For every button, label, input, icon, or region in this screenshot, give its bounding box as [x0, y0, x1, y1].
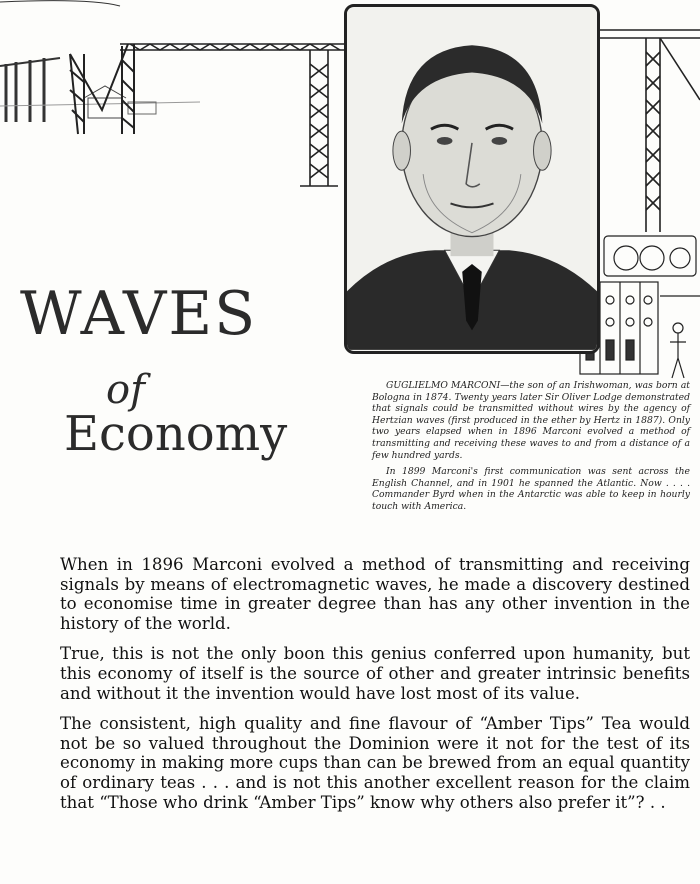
advertisement-body: [60, 555, 690, 823]
caption-paragraph: GUGLIELMO MARCONI—the son of an Irishwoman, was born at Bologna in 1874. Twenty years later Sir Oliver Lodge demonstrated that signals could be transmitted without wires by the agency of Hertzian waves (first produced in the ether by Hertz in 1887). Only two years elapsed when in 1896 Marconi evolved a method of transmitting and receiving these waves to and from a distance of a few hundred yards.: [372, 380, 690, 461]
headline: [14, 279, 314, 474]
caption-paragraph: In 1899 Marconi's first communication was sent across the English Channel, and in 1901 he spanned the Atlantic. Now . . . . Commander Byrd when in the Antarctic was able to keep in hourly touch with America.: [372, 466, 690, 512]
body-paragraph: When in 1896 Marconi evolved a method of transmitting and receiving signals by means of electromagnetic waves, he made a discovery destined to economise time in greater degree than has any other invention in the history of the world.: [60, 555, 690, 633]
headline-of: of: [106, 367, 145, 413]
marconi-portrait: [344, 4, 600, 354]
portrait-drawing: [347, 7, 597, 351]
body-paragraph: The consistent, high quality and fine flavour of “Amber Tips” Tea would not be so valued throughout the Dominion were it not for the test of its economy in making more cups than can be brewed from an equal quantity of ordinary teas . . . and is not this another excellent reason for the claim that “Those who drink “Amber Tips” know why others also prefer it”? . .: [60, 714, 690, 812]
headline-waves: WAVES: [20, 279, 258, 349]
headline-economy: Economy: [64, 406, 288, 462]
marconi-biography-caption: [372, 380, 690, 518]
body-paragraph: True, this is not the only boon this genius conferred upon humanity, but this economy of itself is the source of other and greater intrinsic benefits and without it the invention would have lost most of its value.: [60, 644, 690, 703]
